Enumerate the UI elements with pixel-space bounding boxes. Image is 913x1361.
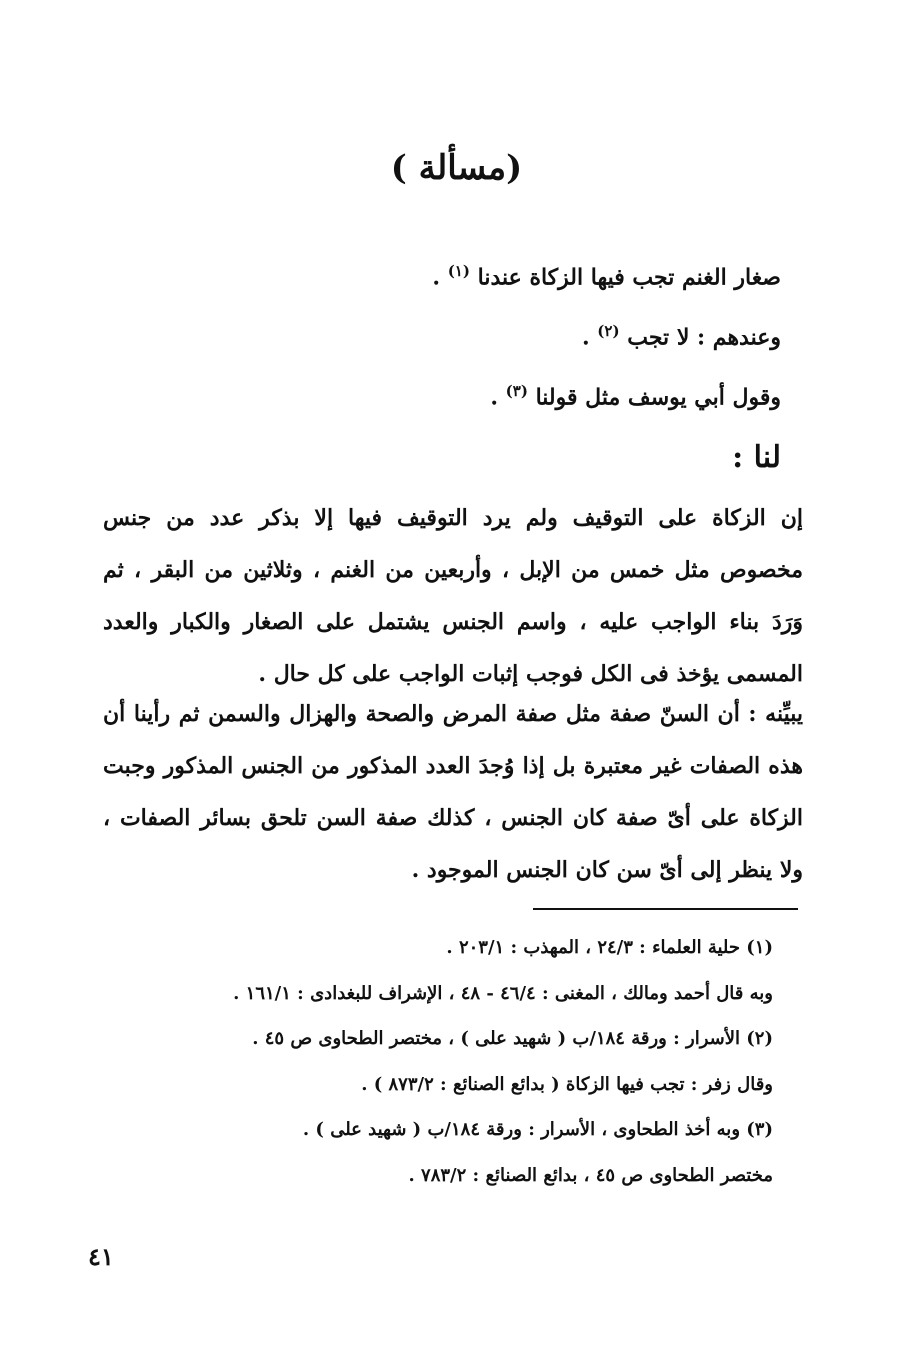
statement-end: . — [490, 384, 506, 411]
statement-text: وعندهم : لا تجب — [627, 324, 781, 351]
footnote-ref: (٣) — [505, 382, 528, 400]
paragraph-text: إن الزكاة على التوقيف ولم يرد التوقيف فيها إلا بذكر عدد من جنس مخصوص مثل خمس من الإبل ، وأربعين من الغنم ، وثلاثين من البقر ، ثم وَرَدَ بناء الواجب عليه ، واسم الجنس يشتمل على الصغار والكبار والعدد المسمى يؤخذ فى الكل فوجب إثبات الواجب على كل حال . — [103, 505, 803, 687]
statement-line-2 — [582, 322, 781, 350]
footnotes — [123, 925, 773, 1198]
statement-line-3 — [490, 382, 781, 410]
statement-text: وقول أبي يوسف مثل قولنا — [535, 384, 781, 411]
footnote-line: مختصر الطحاوى ص ٤٥ ، بدائع الصنائع : ٧٨٣/٢ . — [408, 1164, 773, 1186]
paragraph-1 — [103, 492, 803, 700]
statement-text: صغار الغنم تجب فيها الزكاة عندنا — [477, 264, 781, 291]
statement-end: . — [581, 324, 598, 351]
section-heading-lana: لنا : — [732, 440, 781, 475]
footnote-line: (١) حلية العلماء : ٢٤/٣ ، المهذب : ٢٠٣/١ . — [446, 937, 773, 958]
footnote-ref: (١) — [447, 262, 470, 280]
footnote-line: (٢) الأسرار : ورقة ١٨٤/ب ( شهيد على ) ، مختصر الطحاوى ص ٤٥ . — [252, 1028, 773, 1049]
page-title: (مسألة ) — [390, 148, 523, 188]
footnote-divider — [533, 908, 798, 910]
statement-end: . — [432, 264, 448, 291]
footnote-line: وقال زفر : تجب فيها الزكاة ( بدائع الصنائع : ٨٧٣/٢ ) . — [361, 1073, 773, 1095]
footnote-ref: (٢) — [597, 322, 620, 340]
footnote-line: (٣) وبه أخذ الطحاوى ، الأسرار : ورقة ١٨٤/ب ( شهيد على ) . — [302, 1119, 773, 1140]
paragraph-text: يبيِّنه : أن السنّ صفة مثل صفة المرض والصحة والهزال والسمن ثم رأينا أن هذه الصفات غير معتبرة بل إذا وُجدَ العدد المذكور من الجنس المذكور وجبت الزكاة على أىّ صفة كان الجنس ، كذلك صفة السن تلحق بسائر الصفات ، ولا ينظر إلى أىّ سن كان الجنس الموجود . — [103, 701, 803, 883]
footnote-line: وبه قال أحمد ومالك ، المغنى : ٤٦/٤ - ٤٨ ، الإشراف للبغدادى : ١٦١/١ . — [233, 982, 773, 1004]
statement-line-1 — [432, 262, 781, 290]
paragraph-2 — [103, 688, 803, 896]
page-number: ٤١ — [88, 1242, 114, 1271]
